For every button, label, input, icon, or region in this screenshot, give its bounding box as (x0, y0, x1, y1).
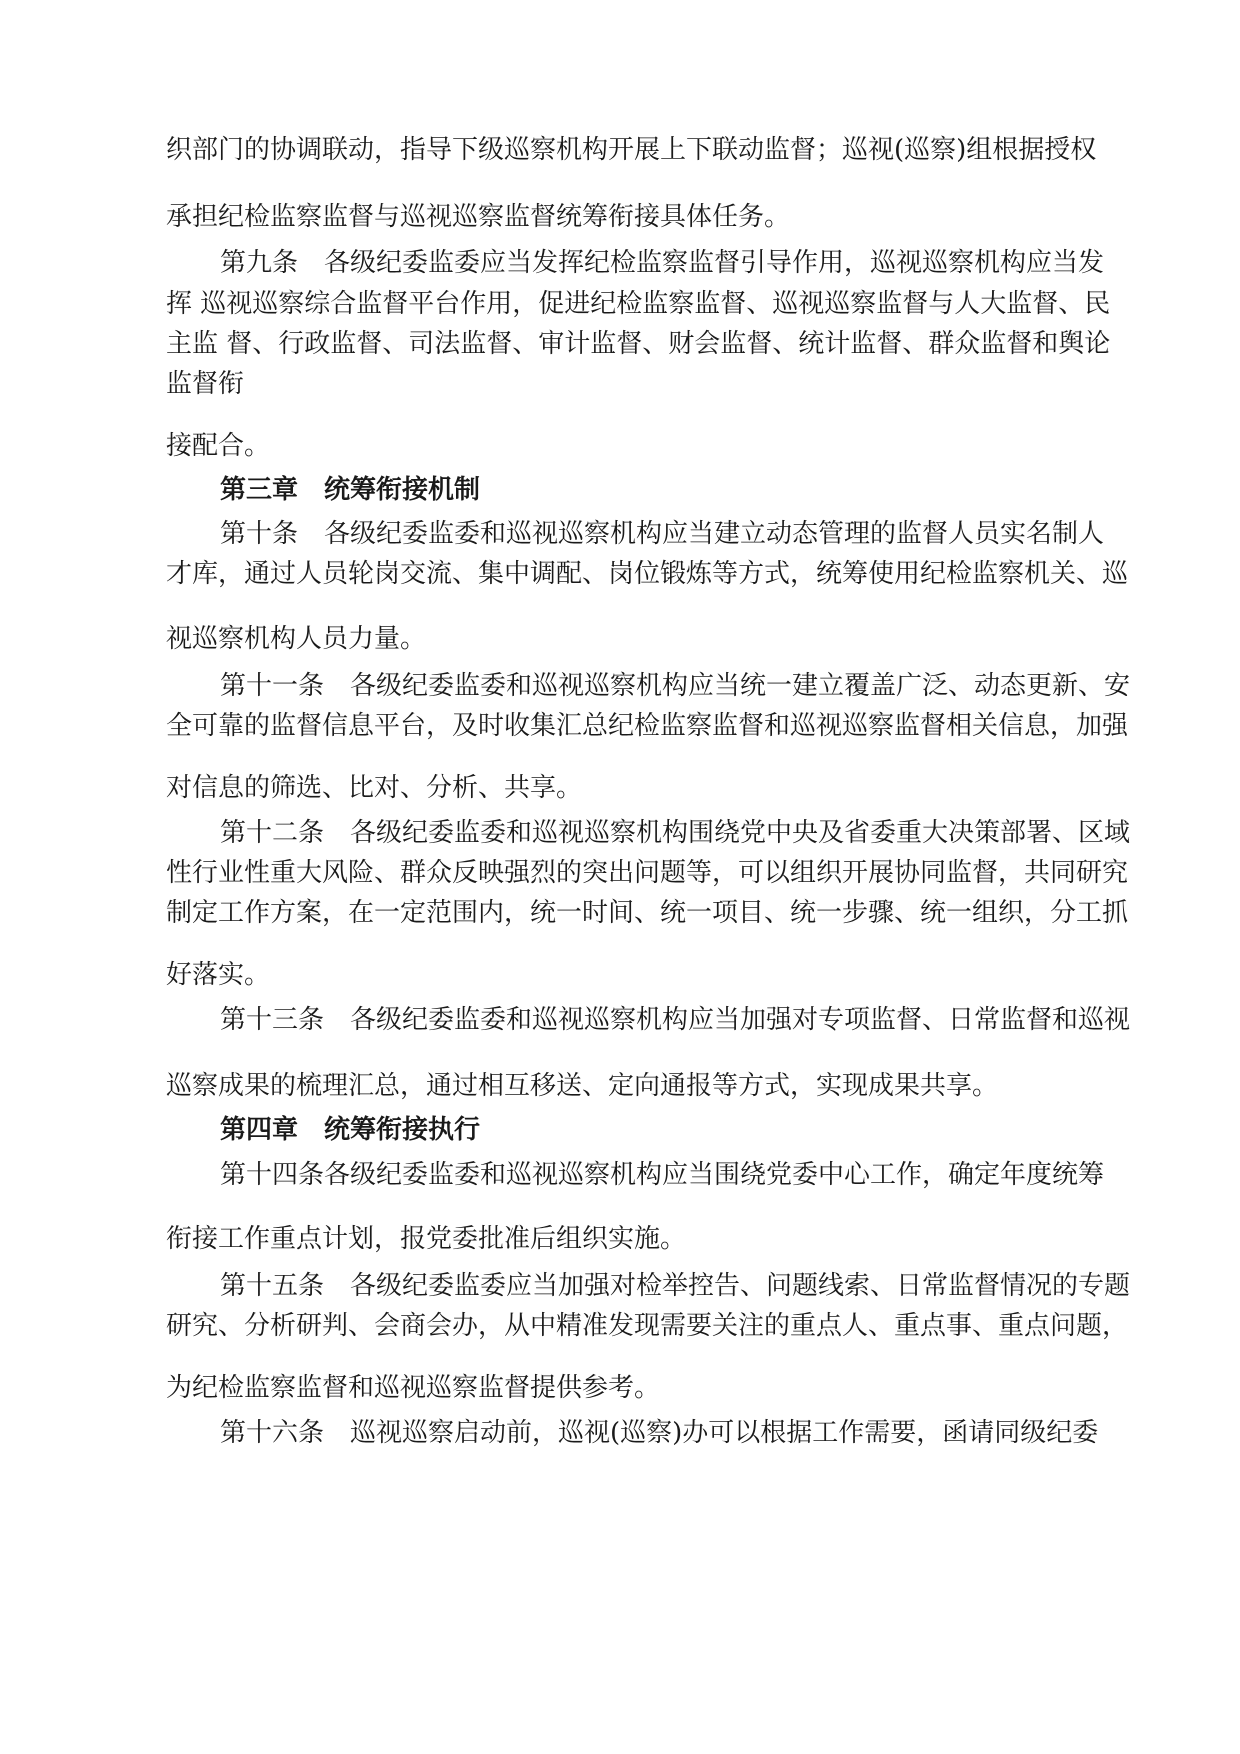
paragraph-line: 对信息的筛选、比对、分析、共享。 (166, 773, 583, 803)
paragraph-line: 监督衔 (166, 369, 245, 399)
paragraph-line: 为纪检监察监督和巡视巡察监督提供参考。 (166, 1373, 661, 1403)
paragraph-line: 制定工作方案，在一定范围内，统一时间、统一项目、统一步骤、统一组织，分工抓 (166, 898, 1129, 928)
chapter-4-heading: 第四章 统筹衔接执行 (220, 1115, 481, 1145)
paragraph-line: 好落实。 (166, 960, 271, 990)
article-10: 第十条 各级纪委监委和巡视巡察机构应当建立动态管理的监督人员实名制人 (220, 519, 1105, 549)
chapter-3-heading: 第三章 统筹衔接机制 (220, 475, 481, 505)
paragraph-line: 性行业性重大风险、群众反映强烈的突出问题等，可以组织开展协同监督，共同研究 (166, 858, 1129, 888)
paragraph-line: 挥 巡视巡察综合监督平台作用，促进纪检监察监督、巡视巡察监督与人大监督、民 (166, 289, 1111, 319)
paragraph-line: 研究、分析研判、会商会办，从中精准发现需要关注的重点人、重点事、重点问题， (166, 1311, 1129, 1341)
paragraph-line: 承担纪检监察监督与巡视巡察监督统筹衔接具体任务。 (166, 202, 791, 232)
paragraph-line: 主监 督、行政监督、司法监督、审计监督、财会监督、统计监督、群众监督和舆论 (166, 329, 1111, 359)
article-12: 第十二条 各级纪委监委和巡视巡察机构围绕党中央及省委重大决策部署、区域 (220, 818, 1131, 848)
paragraph-line: 衔接工作重点计划，报党委批准后组织实施。 (166, 1224, 687, 1254)
paragraph-line: 全可靠的监督信息平台，及时收集汇总纪检监察监督和巡视巡察监督相关信息，加强 (166, 711, 1129, 741)
article-9: 第九条 各级纪委监委应当发挥纪检监察监督引导作用，巡视巡察机构应当发 (220, 248, 1105, 278)
paragraph-line: 接配合。 (166, 431, 271, 461)
paragraph-line: 视巡察机构人员力量。 (166, 624, 427, 654)
article-16: 第十六条 巡视巡察启动前，巡视(巡察)办可以根据工作需要，函请同级纪委 (220, 1418, 1099, 1448)
paragraph-line: 才库，通过人员轮岗交流、集中调配、岗位锻炼等方式，统筹使用纪检监察机关、巡 (166, 559, 1129, 589)
article-11: 第十一条 各级纪委监委和巡视巡察机构应当统一建立覆盖广泛、动态更新、安 (220, 671, 1131, 701)
article-15: 第十五条 各级纪委监委应当加强对检举控告、问题线索、日常监督情况的专题 (220, 1271, 1131, 1301)
article-13: 第十三条 各级纪委监委和巡视巡察机构应当加强对专项监督、日常监督和巡视 (220, 1005, 1131, 1035)
paragraph-line: 巡察成果的梳理汇总，通过相互移送、定向通报等方式，实现成果共享。 (166, 1071, 999, 1101)
paragraph-line: 织部门的协调联动，指导下级巡察机构开展上下联动监督；巡视(巡察)组根据授权 (166, 135, 1097, 165)
article-14: 第十四条各级纪委监委和巡视巡察机构应当围绕党委中心工作，确定年度统筹 (220, 1160, 1105, 1190)
